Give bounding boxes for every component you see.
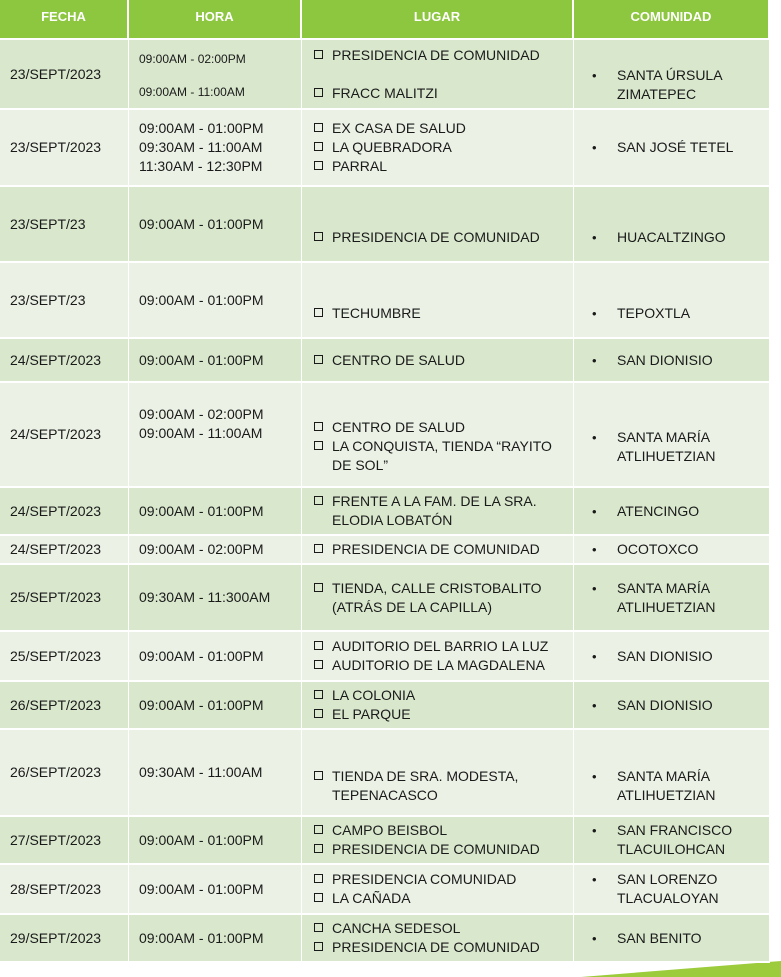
comunidad-line: TLACUALOYAN [617, 890, 719, 906]
fecha-cell: 25/SEPT/2023 [0, 632, 129, 682]
lugar-item [312, 919, 573, 938]
comunidad-cell [574, 339, 770, 383]
lugar-cell [302, 865, 574, 915]
header-fecha: FECHA [0, 0, 129, 40]
table-row [0, 110, 770, 187]
lugar-item [312, 656, 573, 675]
lugar-item [312, 157, 573, 176]
header-comunidad: COMUNIDAD [574, 0, 770, 40]
checkbox-icon [314, 232, 323, 241]
checkbox-icon [314, 123, 323, 132]
comunidad-cell [574, 40, 770, 110]
hora-line: 09:00AM - 11:00AM [139, 85, 245, 99]
checkbox-icon [314, 583, 323, 592]
comunidad-text [617, 647, 713, 666]
comunidad-line: SANTA ÚRSULA [617, 67, 723, 83]
lugar-text: LA QUEBRADORA [332, 139, 452, 155]
table-row [0, 187, 770, 263]
comunidad-item [584, 767, 769, 805]
lugar-cell [302, 110, 574, 187]
lugar-text: LA CONQUISTA, TIENDA “RAYITO DE SOL” [332, 438, 552, 473]
lugar-text: PRESIDENCIA DE COMUNIDAD [332, 841, 540, 857]
table-row [0, 339, 770, 383]
comunidad-cell [574, 488, 770, 536]
lugar-cell [302, 488, 574, 536]
bullet-icon: • [592, 768, 597, 784]
checkbox-icon [314, 441, 323, 450]
lugar-text: TIENDA DE SRA. MODESTA, TEPENACASCO [332, 767, 519, 803]
lugar-item [312, 418, 573, 437]
lugar-text: EX CASA DE SALUD [332, 120, 466, 136]
comunidad-cell [574, 865, 770, 915]
comunidad-text [617, 870, 719, 908]
lugar-item [312, 686, 573, 705]
lugar-item [312, 119, 573, 138]
comunidad-item [584, 870, 769, 908]
comunidad-text [617, 138, 733, 157]
comunidad-line: SANTA MARÍA [617, 428, 711, 445]
table-row [0, 536, 770, 565]
comunidad-line: ATLIHUETZIAN [617, 598, 716, 615]
comunidad-line: TEPOXTLA [617, 304, 691, 321]
fecha-cell: 26/SEPT/2023 [0, 730, 129, 817]
comunidad-line: SAN DIONISIO [617, 351, 713, 368]
comunidad-text [617, 228, 726, 247]
hora-line: 09:00AM - 01:00PM [139, 647, 264, 664]
comunidad-line: SAN LORENZO [617, 871, 718, 887]
table-row [0, 915, 770, 963]
comunidad-item [584, 66, 769, 104]
checkbox-icon [314, 709, 323, 718]
comunidad-text [617, 351, 713, 370]
comunidad-text [617, 428, 716, 466]
hora-line: 09:00AM - 01:00PM [139, 351, 264, 368]
comunidad-cell [574, 915, 770, 963]
comunidad-item [584, 138, 769, 157]
comunidad-line: OCOTOXCO [617, 541, 699, 557]
lugar-cell [302, 40, 574, 110]
decorative-corner [581, 961, 781, 977]
comunidad-cell [574, 187, 770, 263]
table-row [0, 730, 770, 817]
checkbox-icon [314, 660, 323, 669]
hora-line: 09:00AM - 02:00PM [139, 406, 264, 422]
lugar-item [312, 351, 573, 370]
checkbox-icon [314, 874, 323, 883]
lugar-text: LA CAÑADA [332, 890, 411, 906]
bullet-icon: • [592, 542, 597, 557]
hora-line: 09:00AM - 01:00PM [139, 880, 264, 897]
lugar-item [312, 889, 573, 908]
hora-line: 09:00AM - 01:00PM [139, 291, 264, 308]
fecha-cell: 24/SEPT/2023 [0, 536, 129, 565]
hora-cell [129, 40, 302, 110]
comunidad-item [584, 540, 769, 559]
checkbox-icon [314, 641, 323, 650]
bullet-icon: • [592, 229, 597, 245]
hora-line: 09:00AM - 02:00PM [139, 541, 264, 557]
lugar-text: FRACC MALITZI [332, 84, 438, 101]
hora-cell [129, 632, 302, 682]
table-row [0, 865, 770, 915]
table-row [0, 40, 770, 110]
lugar-item [312, 540, 573, 559]
bullet-icon: • [592, 872, 597, 887]
hora-cell [129, 730, 302, 817]
comunidad-cell [574, 110, 770, 187]
comunidad-line: SAN FRANCISCO [617, 822, 733, 838]
comunidad-text [617, 696, 713, 715]
spacer [312, 65, 573, 84]
lugar-cell [302, 915, 574, 963]
table-row [0, 565, 770, 632]
comunidad-item [584, 696, 769, 715]
hora-line: 09:00AM - 01:00PM [139, 696, 264, 713]
bullet-icon: • [592, 697, 597, 713]
header-lugar: LUGAR [302, 0, 574, 40]
hora-cell [129, 187, 302, 263]
comunidad-item [584, 228, 769, 247]
lugar-item [312, 870, 573, 889]
comunidad-item [584, 647, 769, 666]
lugar-cell [302, 263, 574, 339]
comunidad-item [584, 929, 769, 948]
lugar-text: PRESIDENCIA DE COMUNIDAD [332, 228, 540, 245]
comunidad-line: SAN DIONISIO [617, 696, 713, 713]
lugar-text: CAMPO BEISBOL [332, 822, 448, 838]
hora-line: 09:00AM - 01:00PM [139, 120, 264, 136]
hora-cell [129, 383, 302, 488]
comunidad-item [584, 821, 769, 859]
table-row [0, 488, 770, 536]
comunidad-cell [574, 565, 770, 632]
checkbox-icon [314, 142, 323, 151]
bullet-icon: • [592, 648, 597, 664]
comunidad-line: SAN BENITO [617, 929, 702, 946]
checkbox-icon [314, 923, 323, 932]
lugar-item [312, 46, 573, 65]
lugar-cell [302, 339, 574, 383]
bullet-icon: • [592, 580, 597, 596]
lugar-item [312, 579, 573, 617]
fecha-cell: 25/SEPT/2023 [0, 565, 129, 632]
lugar-text: PRESIDENCIA DE COMUNIDAD [332, 541, 540, 557]
comunidad-cell [574, 817, 770, 865]
bullet-icon: • [592, 930, 597, 946]
bullet-icon: • [592, 823, 597, 838]
spacer [139, 69, 301, 83]
comunidad-text [617, 540, 698, 559]
hora-cell [129, 263, 302, 339]
table-row [0, 682, 770, 730]
comunidad-text [617, 502, 699, 521]
lugar-item [312, 767, 573, 805]
lugar-text: CENTRO DE SALUD [332, 351, 466, 368]
hora-line: 09:00AM - 01:00PM [139, 929, 264, 946]
fecha-cell: 23/SEPT/2023 [0, 40, 129, 110]
lugar-item [312, 821, 573, 840]
comunidad-cell [574, 263, 770, 339]
checkbox-icon [314, 825, 323, 834]
lugar-text: AUDITORIO DEL BARRIO LA LUZ [332, 638, 549, 654]
comunidad-item [584, 428, 769, 466]
hora-cell [129, 488, 302, 536]
comunidad-line: SANTA MARÍA [617, 767, 711, 784]
checkbox-icon [314, 893, 323, 902]
lugar-text: PRESIDENCIA COMUNIDAD [332, 871, 517, 887]
lugar-item [312, 437, 573, 475]
lugar-item [312, 492, 573, 530]
table-row [0, 383, 770, 488]
header-row [0, 0, 770, 40]
lugar-cell [302, 383, 574, 488]
hora-line: 11:30AM - 12:30PM [139, 158, 263, 174]
comunidad-line: SAN DIONISIO [617, 647, 713, 664]
lugar-cell [302, 730, 574, 817]
checkbox-icon [314, 355, 323, 364]
checkbox-icon [314, 88, 323, 97]
lugar-text: TECHUMBRE [332, 304, 421, 321]
comunidad-line: HUACALTZINGO [617, 228, 726, 245]
lugar-cell [302, 536, 574, 565]
fecha-cell: 23/SEPT/23 [0, 187, 129, 263]
lugar-text: AUDITORIO DE LA MAGDALENA [332, 657, 545, 673]
comunidad-line: ATLIHUETZIAN [617, 447, 716, 464]
bullet-icon: • [592, 140, 597, 155]
comunidad-line: TLACUILOHCAN [617, 841, 726, 857]
hora-line: 09:00AM - 01:00PM [139, 831, 264, 848]
lugar-text: PRESIDENCIA DE COMUNIDAD [332, 939, 540, 955]
lugar-cell [302, 632, 574, 682]
comunidad-cell [574, 383, 770, 488]
lugar-item [312, 138, 573, 157]
hora-cell [129, 536, 302, 565]
bullet-icon: • [592, 503, 597, 519]
comunidad-cell [574, 632, 770, 682]
hora-cell [129, 817, 302, 865]
lugar-text: CENTRO DE SALUD [332, 419, 466, 435]
fecha-cell: 28/SEPT/2023 [0, 865, 129, 915]
lugar-cell [302, 817, 574, 865]
bullet-icon: • [592, 352, 597, 368]
lugar-text: PARRAL [332, 158, 387, 174]
comunidad-line: ZIMATEPEC [617, 86, 697, 102]
checkbox-icon [314, 771, 323, 780]
lugar-text: FRENTE A LA FAM. DE LA SRA. ELODIA LOBATÓN [332, 493, 537, 528]
fecha-cell: 24/SEPT/2023 [0, 339, 129, 383]
hora-cell [129, 565, 302, 632]
lugar-text: TIENDA, CALLE CRISTOBALITO (ATRÁS DE LA CAPILLA) [332, 579, 542, 615]
checkbox-icon [314, 308, 323, 317]
fecha-cell: 23/SEPT/23 [0, 263, 129, 339]
lugar-item [312, 938, 573, 957]
checkbox-icon [314, 844, 323, 853]
checkbox-icon [314, 50, 323, 59]
fecha-cell: 23/SEPT/2023 [0, 110, 129, 187]
bullet-icon: • [592, 305, 597, 321]
comunidad-text [617, 821, 732, 859]
lugar-cell [302, 565, 574, 632]
table-row [0, 817, 770, 865]
lugar-text: CANCHA SEDESOL [332, 920, 461, 936]
comunidad-cell [574, 682, 770, 730]
lugar-item [312, 228, 573, 247]
hora-cell [129, 915, 302, 963]
bullet-icon: • [592, 68, 597, 83]
hora-line: 09:00AM - 11:00AM [139, 425, 263, 441]
checkbox-icon [314, 161, 323, 170]
table-row [0, 263, 770, 339]
comunidad-item [584, 304, 769, 323]
fecha-cell: 24/SEPT/2023 [0, 383, 129, 488]
comunidad-cell [574, 730, 770, 817]
comunidad-text [617, 767, 716, 805]
checkbox-icon [314, 544, 323, 553]
comunidad-line: SANTA MARÍA [617, 579, 711, 596]
hora-cell [129, 339, 302, 383]
comunidad-item [584, 502, 769, 521]
comunidad-line: ATENCINGO [617, 502, 700, 519]
table-row [0, 632, 770, 682]
hora-cell [129, 682, 302, 730]
checkbox-icon [314, 496, 323, 505]
hora-line: 09:00AM - 01:00PM [139, 215, 264, 232]
fecha-cell: 26/SEPT/2023 [0, 682, 129, 730]
fecha-cell: 24/SEPT/2023 [0, 488, 129, 536]
checkbox-icon [314, 942, 323, 951]
hora-line: 09:30AM - 11:00AM [139, 764, 263, 780]
lugar-cell [302, 187, 574, 263]
lugar-cell [302, 682, 574, 730]
lugar-item [312, 705, 573, 724]
lugar-item [312, 84, 573, 103]
lugar-text: PRESIDENCIA DE COMUNIDAD [332, 46, 540, 63]
hora-cell [129, 865, 302, 915]
bullet-icon: • [592, 429, 597, 445]
hora-line: 09:00AM - 02:00PM [139, 52, 246, 66]
lugar-text: EL PARQUE [332, 706, 411, 722]
comunidad-cell [574, 536, 770, 565]
lugar-item [312, 840, 573, 859]
comunidad-item [584, 351, 769, 370]
lugar-item [312, 637, 573, 656]
comunidad-text [617, 66, 723, 104]
hora-line: 09:30AM - 11:00AM [139, 139, 263, 155]
comunidad-text [617, 579, 716, 617]
checkbox-icon [314, 422, 323, 431]
lugar-text: LA COLONIA [332, 687, 416, 703]
comunidad-text [617, 304, 690, 323]
lugar-item [312, 304, 573, 323]
hora-cell [129, 110, 302, 187]
comunidad-line: SAN JOSÉ TETEL [617, 139, 734, 155]
hora-line: 09:30AM - 11:300AM [139, 589, 271, 605]
fecha-cell: 29/SEPT/2023 [0, 915, 129, 963]
hora-line: 09:00AM - 01:00PM [139, 502, 264, 519]
comunidad-text [617, 929, 702, 948]
checkbox-icon [314, 690, 323, 699]
comunidad-line: ATLIHUETZIAN [617, 786, 716, 803]
comunidad-item [584, 579, 769, 617]
header-hora: HORA [129, 0, 302, 40]
fecha-cell: 27/SEPT/2023 [0, 817, 129, 865]
